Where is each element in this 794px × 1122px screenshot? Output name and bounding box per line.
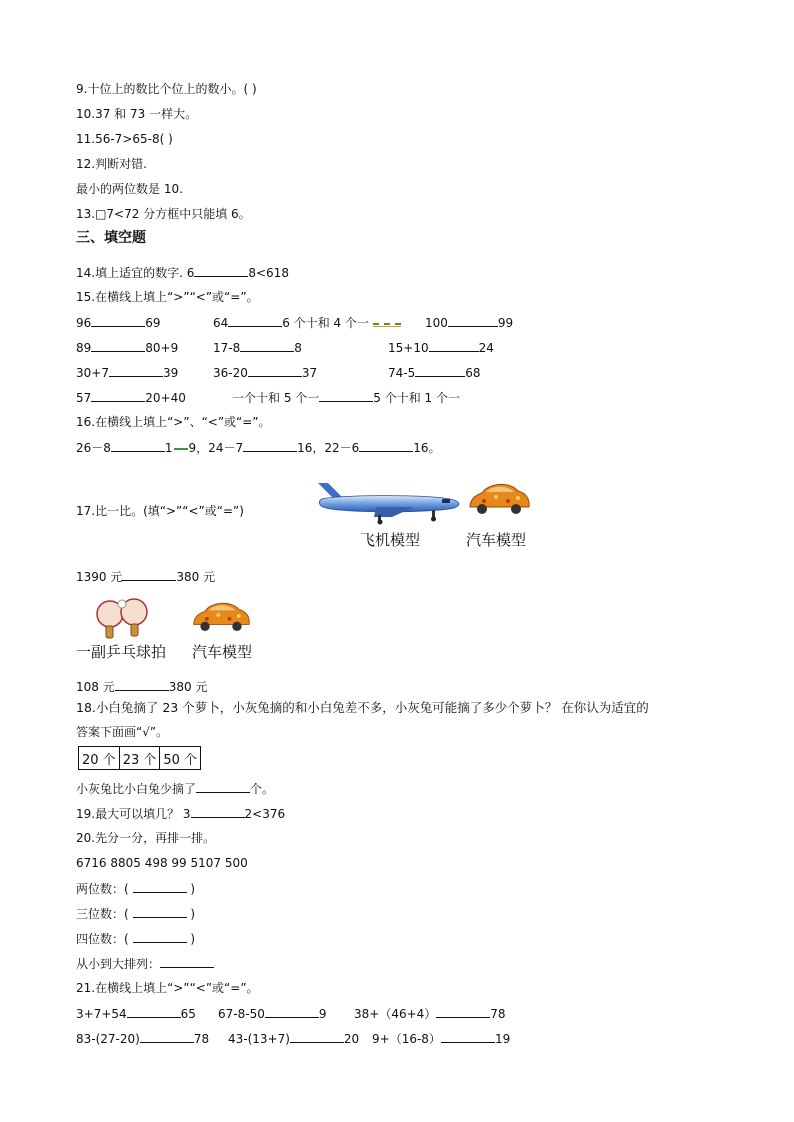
wheel <box>477 504 487 514</box>
dashed-line-mark <box>373 321 401 327</box>
q15-r4-c1: 57 20+40 <box>76 391 186 405</box>
question-9: 9.十位上的数比个位上的数小。( ) <box>76 82 257 96</box>
answer-blank[interactable] <box>115 678 169 691</box>
answer-blank[interactable] <box>196 780 250 793</box>
q21-r1-c2: 67-8-50 9 <box>218 1007 327 1021</box>
option-50[interactable]: 50 个 <box>160 747 201 770</box>
question-17-compare-1: 1390 元 380 元 <box>76 570 216 584</box>
q15-r2-c3: 15+10 24 <box>388 341 494 355</box>
q21-r2-c3: 9+（16-8） 19 <box>372 1032 511 1046</box>
question-11: 11.56-7>65-8( ) <box>76 132 173 146</box>
option-23[interactable]: 23 个 <box>119 747 160 770</box>
question-18-sub: 小灰兔比小白兔少摘了 个。 <box>76 782 275 796</box>
car-model-image-2 <box>190 596 252 636</box>
q15-r1-c1: 96 69 <box>76 316 161 330</box>
answer-blank[interactable] <box>240 339 294 352</box>
answer-blank[interactable] <box>243 439 297 452</box>
answer-blank[interactable] <box>140 1030 194 1043</box>
q15-r1-c3: 100 99 <box>425 316 514 330</box>
answer-blank[interactable] <box>319 389 373 402</box>
question-17-compare-2: 108 元 380 元 <box>76 680 208 694</box>
cockpit-window <box>442 499 450 503</box>
answer-blank[interactable] <box>191 805 245 818</box>
question-21: 21.在横线上填上“>”“<”或“=”。 <box>76 981 259 995</box>
question-16: 16.在横线上填上“>”、“<”或“=”。 <box>76 415 271 429</box>
answer-blank[interactable] <box>290 1030 344 1043</box>
q15-r3-c1: 30+7 39 <box>76 366 179 380</box>
ball <box>118 600 126 608</box>
q15-r3-c3: 74-5 68 <box>388 366 481 380</box>
q15-r2-c2: 17-8 8 <box>213 341 302 355</box>
section-title-fill-in: 三、填空题 <box>76 230 146 246</box>
q21-r1-c1: 3+7+54 65 <box>76 1007 196 1021</box>
question-14 <box>76 264 289 281</box>
question-17: 17.比一比。(填“>”“<”或“=”) <box>76 504 244 518</box>
caption-car-model-2: 汽车模型 <box>192 643 253 661</box>
answer-blank[interactable] <box>133 905 187 918</box>
answer-blank[interactable] <box>441 1030 495 1043</box>
question-18-line2: 答案下面画“√”。 <box>76 725 169 739</box>
answer-blank[interactable] <box>248 364 302 377</box>
answer-blank[interactable] <box>160 955 214 968</box>
q15-r1-c2: 64 6 个十和 4 个一 <box>213 314 401 331</box>
question-12: 12.判断对错. <box>76 157 147 171</box>
wheel <box>511 504 521 514</box>
answer-blank[interactable] <box>91 389 145 402</box>
answer-blank[interactable] <box>265 1005 319 1018</box>
q15-r2-c1: 89 80+9 <box>76 341 179 355</box>
question-18: 18.小白兔摘了 23 个萝卜，小灰兔摘的和小白兔差不多，小灰兔可能摘了多少个萝卜？ 在你认为适宜的 <box>76 700 649 715</box>
car-model-image <box>466 477 532 519</box>
answer-blank[interactable] <box>448 314 498 327</box>
q14-suffix: 8<618 <box>248 266 289 280</box>
question-19: 19.最大可以填几？ 3 2<376 <box>76 807 286 821</box>
wheel <box>232 622 241 631</box>
caption-car-model: 汽车模型 <box>466 531 527 549</box>
answer-blank[interactable] <box>122 568 176 581</box>
wheel <box>431 517 436 522</box>
q21-r1-c3: 38+（46+4） 78 <box>354 1007 506 1021</box>
q20-two-digit: 两位数：( ) <box>76 882 196 896</box>
answer-blank[interactable] <box>91 314 145 327</box>
caption-ping-pong-paddles: 一副乒乓球拍 <box>76 643 167 661</box>
answer-blank[interactable] <box>111 439 165 452</box>
answer-blank[interactable] <box>194 264 248 277</box>
answer-blank[interactable] <box>429 339 479 352</box>
answer-blank[interactable] <box>127 1005 181 1018</box>
question-16-row: 26－8 1 9，24－7 16，22－6 16。 <box>76 441 441 455</box>
caption-airplane-model: 飞机模型 <box>360 531 421 549</box>
q14-prefix: 14.填上适宜的数字. 6 <box>76 266 195 280</box>
question-20: 20.先分一分，再排一排。 <box>76 831 216 845</box>
q18-options-table <box>78 746 201 770</box>
airplane-model-image <box>314 477 464 525</box>
q21-r2-c2: 43-(13+7) 20 <box>228 1032 360 1046</box>
q15-r4-c2: 一个十和 5 个一 5 个十和 1 个一 <box>232 391 460 405</box>
question-10: 10.37 和 73 一样大。 <box>76 107 198 121</box>
question-15: 15.在横线上填上“>”“<”或“=”。 <box>76 290 259 304</box>
answer-blank[interactable] <box>133 880 187 893</box>
question-12-statement: 最小的两位数是 10. <box>76 182 183 196</box>
q20-numbers: 6716 8805 498 99 5107 500 <box>76 856 248 870</box>
option-20[interactable]: 20 个 <box>79 747 120 770</box>
answer-blank[interactable] <box>415 364 465 377</box>
answer-blank[interactable] <box>359 439 413 452</box>
wheel <box>378 520 383 525</box>
ping-pong-paddles-image <box>88 596 158 640</box>
answer-blank[interactable] <box>436 1005 490 1018</box>
q20-four-digit: 四位数：( ) <box>76 932 196 946</box>
q15-r3-c2: 36-20 37 <box>213 366 318 380</box>
q21-r2-c1: 83-(27-20) 78 <box>76 1032 210 1046</box>
question-13: 13.□7<72 分方框中只能填 6。 <box>76 207 251 221</box>
q20-three-digit: 三位数：( ) <box>76 907 196 921</box>
wheel <box>200 622 209 631</box>
answer-blank[interactable] <box>109 364 163 377</box>
answer-blank[interactable] <box>228 314 282 327</box>
answer-blank[interactable] <box>133 930 187 943</box>
green-line-mark <box>174 448 188 450</box>
q20-sort: 从小到大排列： <box>76 955 214 972</box>
answer-blank[interactable] <box>91 339 145 352</box>
